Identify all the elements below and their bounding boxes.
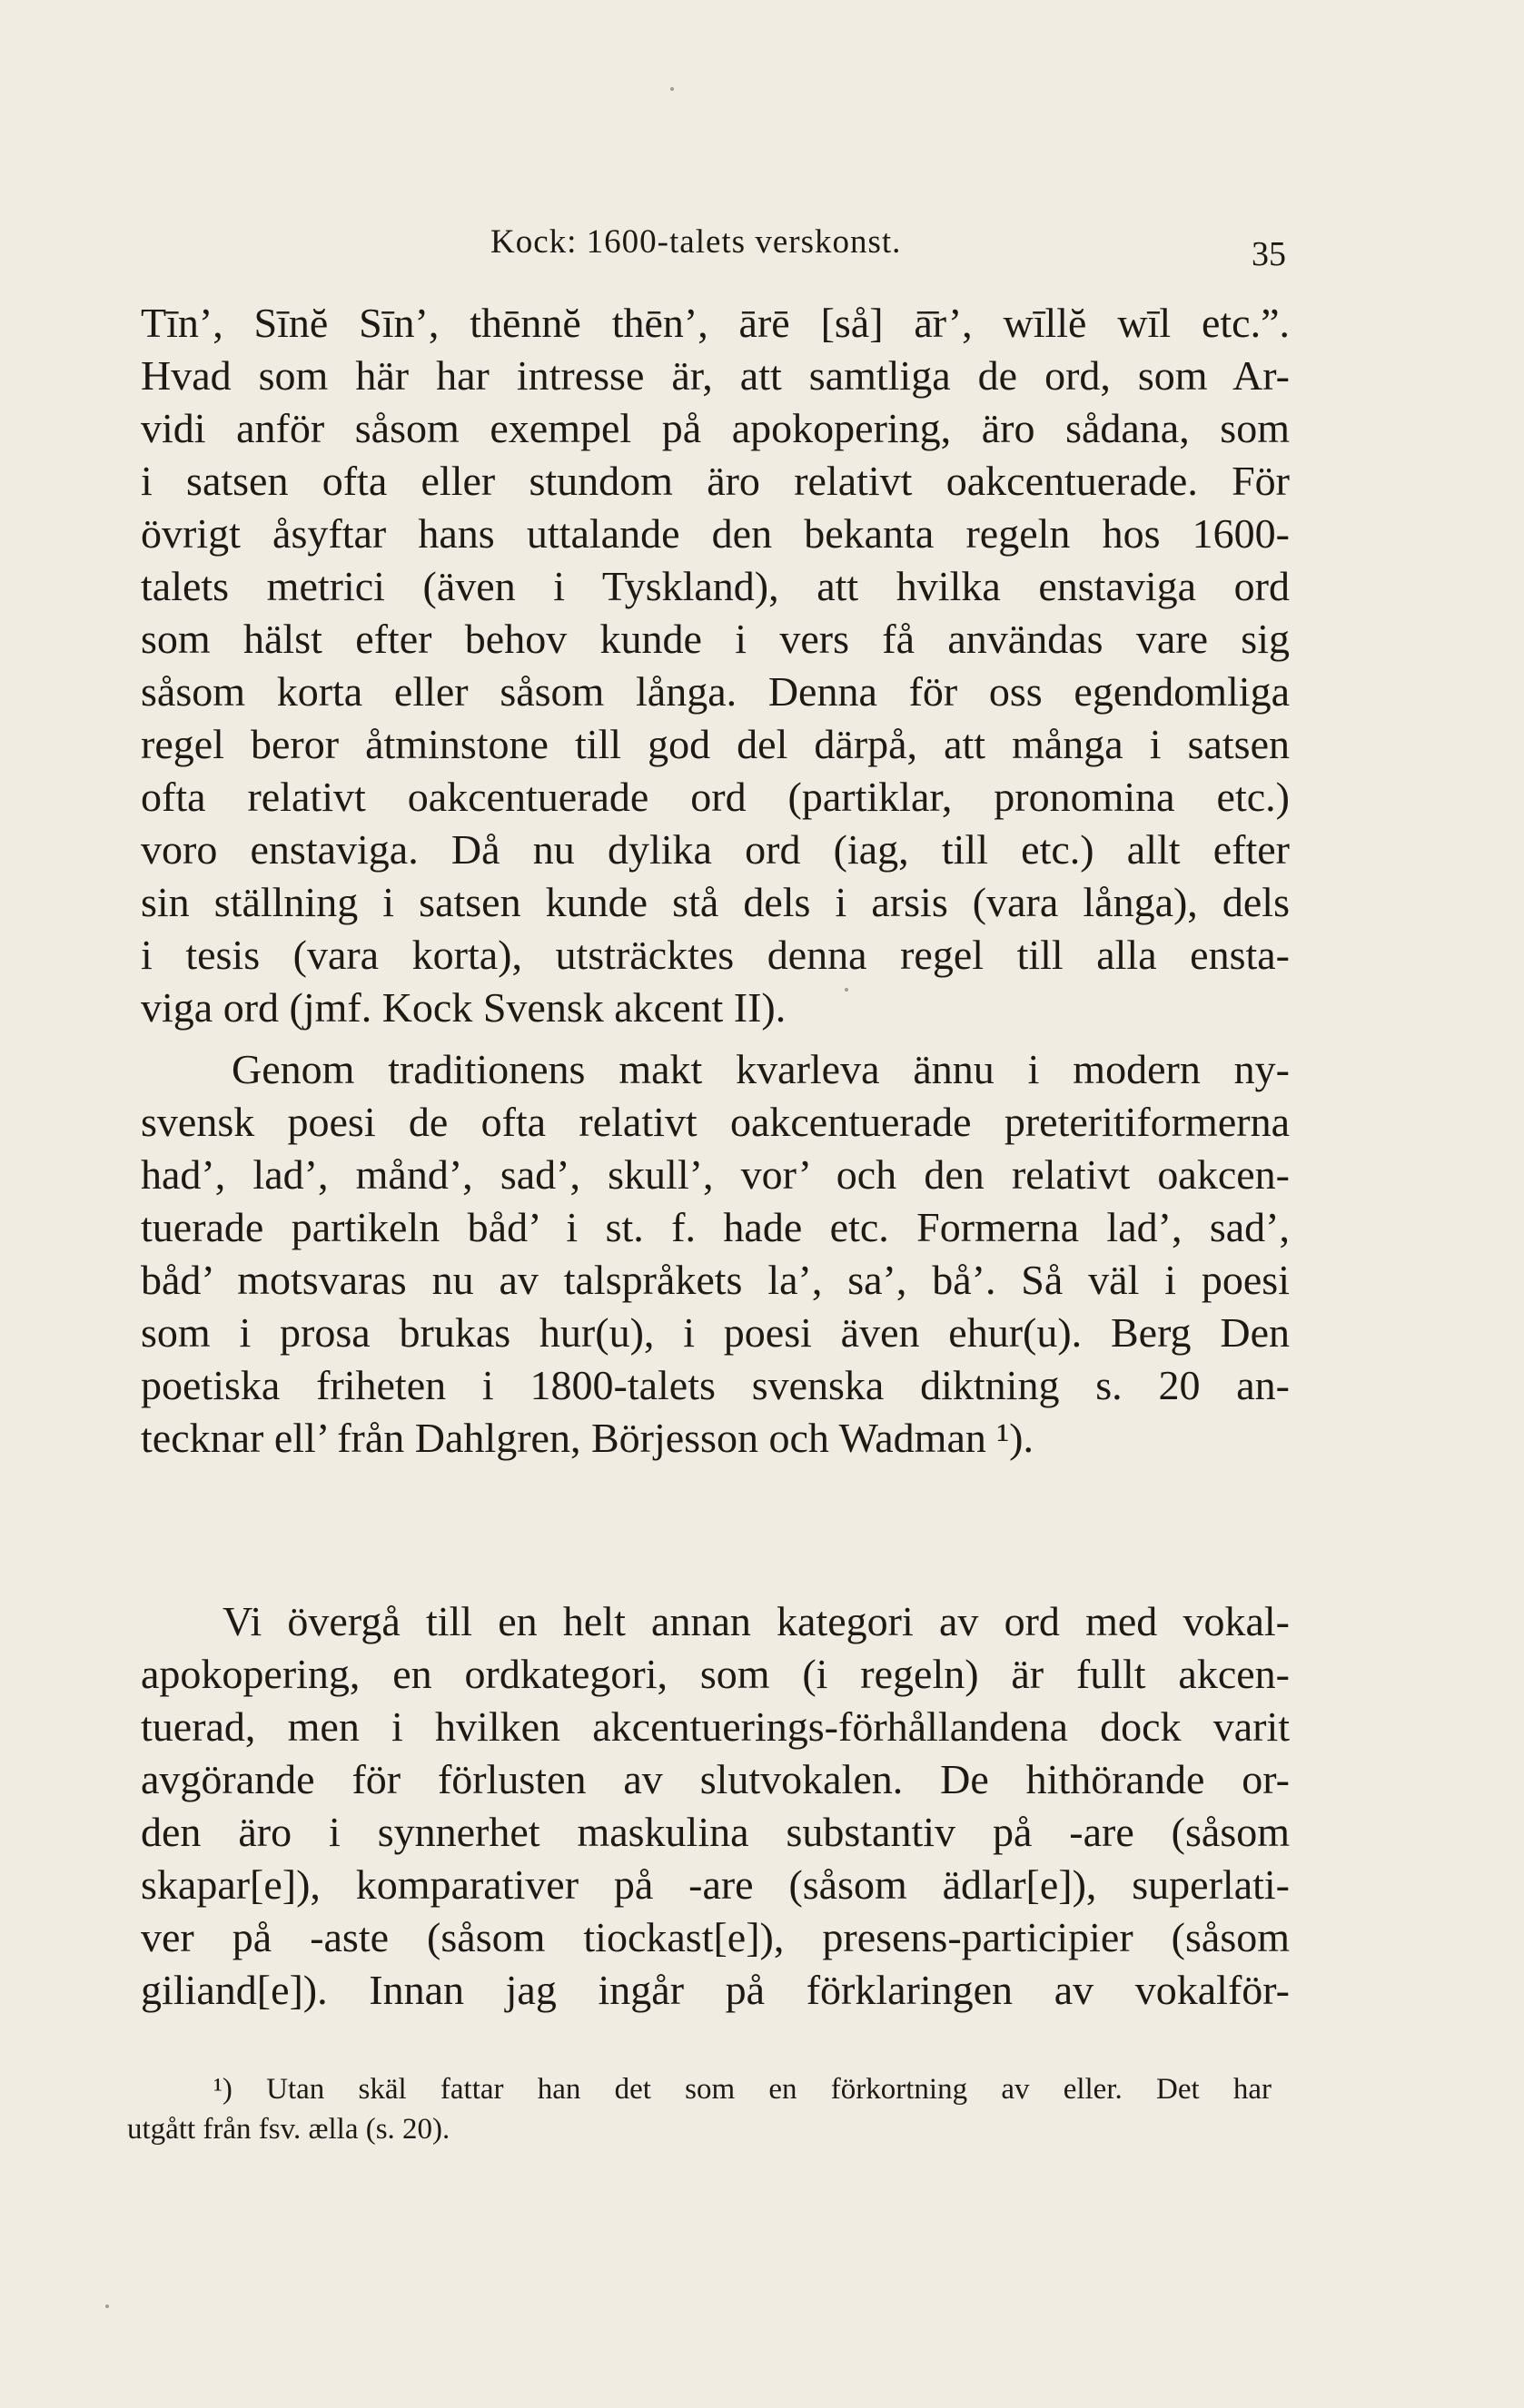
paragraph-2-line-6: som i prosa brukas hur(u), i poesi även ehur(u). Berg Den — [141, 1309, 1290, 1356]
footnote-line-1: ¹) Utan skäl fattar han det som en förkortning av eller. Det har — [213, 2073, 1272, 2106]
paragraph-1-line-13: i tesis (vara korta), utsträcktes denna regel till alla ensta- — [141, 932, 1290, 978]
paragraph-1-line-9: regel beror åtminstone till god del därpå, att många i satsen — [141, 721, 1290, 767]
paragraph-3-line-6: skapar[e]), komparativer på -are (såsom ädlar[e]), superlati- — [141, 1861, 1290, 1908]
paragraph-1-line-5: övrigt åsyftar hans uttalande den bekanta regeln hos 1600- — [141, 510, 1290, 557]
paragraph-1-line-4: i satsen ofta eller stundom äro relativt oakcentuerade. För — [141, 458, 1290, 504]
paragraph-2-line-3: had’, lad’, månd’, sad’, skull’, vor’ och den relativt oakcen- — [141, 1151, 1290, 1198]
paragraph-2-line-7: poetiska friheten i 1800-talets svenska diktning s. 20 an- — [141, 1362, 1290, 1408]
scan-speck — [105, 2304, 109, 2308]
paragraph-1-line-7: som hälst efter behov kunde i vers få användas vare sig — [141, 616, 1290, 662]
paragraph-1-line-6: talets metrici (även i Tyskland), att hvilka enstaviga ord — [141, 563, 1290, 609]
running-title: Kock: 1600-talets verskonst. — [490, 223, 902, 261]
scan-speck — [845, 988, 848, 992]
paragraph-1-line-11: voro enstaviga. Då nu dylika ord (iag, till etc.) allt efter — [141, 826, 1290, 873]
paragraph-3-line-7: ver på -aste (såsom tiockast[e]), presens-participier (såsom — [141, 1914, 1290, 1960]
paragraph-1-line-3: vidi anför såsom exempel på apokopering, äro sådana, som — [141, 405, 1290, 451]
paragraph-3-line-2: apokopering, en ordkategori, som (i regeln) är fullt akcen- — [141, 1651, 1290, 1697]
paragraph-1-line-12: sin ställning i satsen kunde stå dels i arsis (vara långa), dels — [141, 879, 1290, 925]
paragraph-2-line-5: båd’ motsvaras nu av talspråkets la’, sa’, bå’. Så väl i poesi — [141, 1257, 1290, 1303]
paragraph-2-line-4: tuerade partikeln båd’ i st. f. hade etc. Formerna lad’, sad’, — [141, 1204, 1290, 1250]
paragraph-3-line-1: Vi övergå till en helt annan kategori av ord med vokal- — [223, 1598, 1290, 1644]
paragraph-1-line-2: Hvad som här har intresse är, att samtliga de ord, som Ar- — [141, 352, 1290, 399]
paragraph-2-line-2: svensk poesi de ofta relativt oakcentuerade preteritiformerna — [141, 1099, 1290, 1145]
paragraph-3-line-8: giliand[e]). Innan jag ingår på förklaringen av vokalför- — [141, 1967, 1290, 2013]
paragraph-2-line-1: Genom traditionens makt kvarleva ännu i modern ny- — [232, 1046, 1290, 1092]
footnote-line-2: utgått från fsv. ælla (s. 20). — [127, 2113, 450, 2146]
paragraph-1-line-1: Tīn’, Sīnĕ Sīn’, thēnnĕ thēn’, ārē [så] ā̄r’, wīllĕ wīl etc.”. — [141, 300, 1290, 346]
paragraph-1-line-8: såsom korta eller såsom långa. Denna för oss egendomliga — [141, 668, 1290, 715]
scan-speck — [670, 87, 674, 91]
paragraph-2-line-8: tecknar ell’ från Dahlgren, Börjesson och Wadman ¹). — [141, 1415, 1034, 1461]
paragraph-3-line-4: avgörande för förlusten av slutvokalen. De hithörande or- — [141, 1756, 1290, 1802]
page-number: 35 — [1252, 235, 1286, 273]
paragraph-1-line-14: viga ord (jmf. Kock Svensk akcent II). — [141, 984, 787, 1031]
paragraph-3-line-5: den äro i synnerhet maskulina substantiv på -are (såsom — [141, 1809, 1290, 1855]
paragraph-3-line-3: tuerad, men i hvilken akcentuerings-förhållandena dock varit — [141, 1703, 1290, 1750]
paragraph-1-line-10: ofta relativt oakcentuerade ord (partiklar, pronomina etc.) — [141, 774, 1290, 820]
